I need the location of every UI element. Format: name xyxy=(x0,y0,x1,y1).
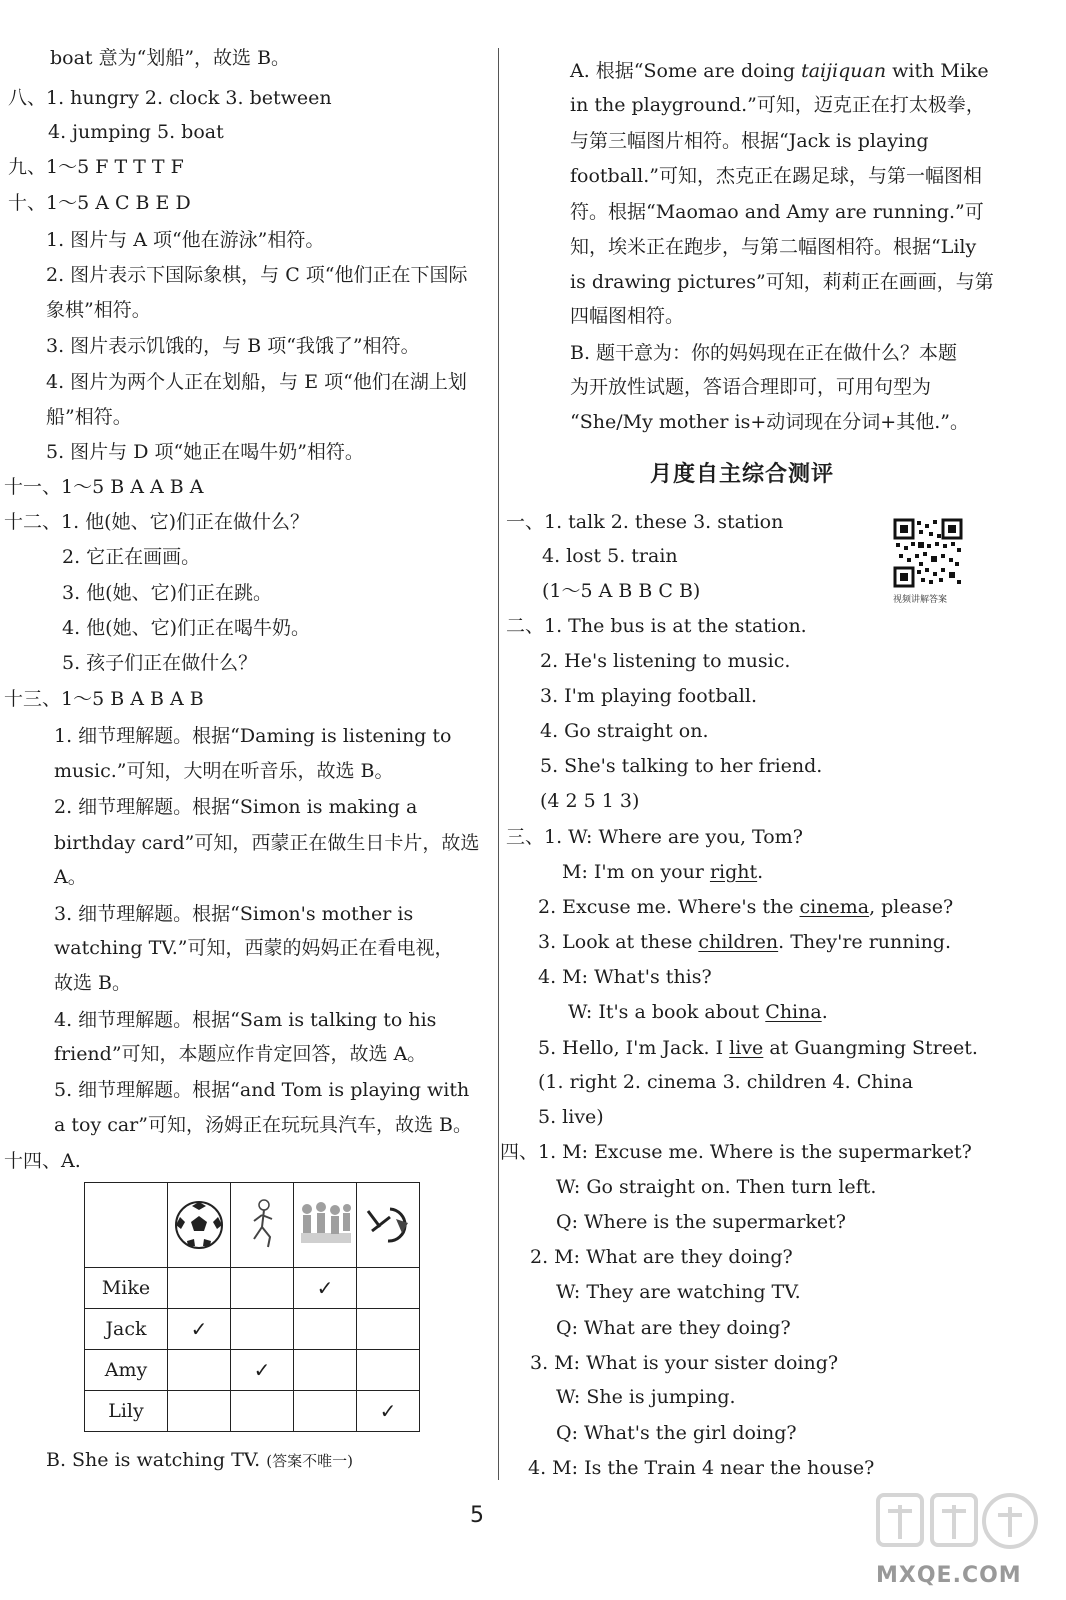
text-line: 十三、1～5 B A B A B xyxy=(4,688,204,710)
table-cell xyxy=(294,1309,357,1350)
text-line: (1～5 A B B C B) xyxy=(542,580,701,602)
check-mark: ✓ xyxy=(190,1317,208,1341)
table-row xyxy=(85,1350,420,1391)
text-part: . They're running. xyxy=(778,931,952,953)
check-mark: ✓ xyxy=(316,1276,334,1300)
text-line: 九、1～5 F T T T F xyxy=(8,156,184,178)
text-line: 2. M: What are they doing? xyxy=(530,1246,793,1268)
running-figure-icon xyxy=(242,1195,282,1255)
table-cell xyxy=(357,1350,420,1391)
table-corner-cell xyxy=(85,1183,168,1268)
underlined-answer: right xyxy=(709,861,758,883)
text-part: W: It's a book about xyxy=(568,1001,766,1023)
text-line xyxy=(538,1035,978,1061)
text-part: A. 根据“Some are doing xyxy=(570,60,802,82)
text-line: 故选 B。 xyxy=(54,972,132,994)
text-line xyxy=(570,58,989,84)
table-cell xyxy=(294,1350,357,1391)
answer-table xyxy=(84,1182,420,1432)
underlined-answer: children xyxy=(698,931,779,953)
text-line: watching TV.”可知，西蒙的妈妈正在看电视， xyxy=(54,937,454,959)
text-part: 2. Excuse me. Where's the xyxy=(538,896,800,918)
text-line: 3. 细节理解题。根据“Simon's mother is xyxy=(54,903,414,925)
text-line: 2. 它正在画画。 xyxy=(62,546,201,568)
row-name: Lily xyxy=(85,1391,168,1432)
text-line: 1. 图片与 A 项“他在游泳”相符。 xyxy=(46,229,325,251)
text-line: 4. 图片为两个人正在划船，与 E 项“他们在湖上划 xyxy=(46,371,467,393)
text-line: a toy car”可知，汤姆正在玩玩具汽车，故选 B。 xyxy=(54,1114,472,1136)
text-line: (4 2 5 1 3) xyxy=(540,790,640,812)
text-line: 二、1. The bus is at the station. xyxy=(506,615,807,637)
answer-note: (答案不唯一) xyxy=(266,1452,353,1470)
text-line: W: She is jumping. xyxy=(556,1386,736,1408)
text-line xyxy=(538,929,951,955)
text-line: 4. 细节理解题。根据“Sam is talking to his xyxy=(54,1009,437,1031)
table-cell xyxy=(357,1309,420,1350)
table-cell xyxy=(294,1391,357,1432)
text-line: 3. I'm playing football. xyxy=(540,685,757,707)
text-line: 知，埃米正在跑步，与第二幅图相符。根据“Lily xyxy=(570,236,977,258)
text-line xyxy=(562,859,763,885)
text-line: 4. M: What's this? xyxy=(538,966,712,988)
text-line: 4. jumping 5. boat xyxy=(48,121,224,143)
table-cell xyxy=(231,1309,294,1350)
text-line: 十、1～5 A C B E D xyxy=(8,192,191,214)
text-line: 5. 图片与 D 项“她正在喝牛奶”相符。 xyxy=(46,441,364,463)
table-cell xyxy=(231,1350,294,1391)
table-cell xyxy=(168,1391,231,1432)
row-name: Mike xyxy=(85,1268,168,1309)
table-header-row xyxy=(85,1183,420,1268)
taijiquan-picture xyxy=(294,1183,357,1268)
text-line: 十二、1. 他(她、它)们正在做什么？ xyxy=(4,511,309,533)
page-number: 5 xyxy=(470,1503,484,1528)
text-part: . xyxy=(821,1001,828,1023)
italic-term: taijiquan xyxy=(801,60,887,82)
table-row xyxy=(85,1391,420,1432)
column-divider xyxy=(498,48,499,1480)
text-part: at Guangming Street. xyxy=(763,1037,978,1059)
text-line: “She/My mother is+动词现在分词+其他.”。 xyxy=(570,411,969,433)
text-line: 2. 细节理解题。根据“Simon is making a xyxy=(54,796,418,818)
table-cell xyxy=(231,1268,294,1309)
text-line: 5. live) xyxy=(538,1106,604,1128)
football-picture xyxy=(168,1183,231,1268)
text-line: 2. He's listening to music. xyxy=(540,650,791,672)
text-part: , please? xyxy=(869,896,954,918)
text-line: Q: What are they doing? xyxy=(556,1317,791,1339)
table-cell xyxy=(168,1309,231,1350)
text-line xyxy=(568,999,828,1025)
text-line: 三、1. W: Where are you, Tom? xyxy=(506,826,803,848)
text-line: Q: Where is the supermarket? xyxy=(556,1211,846,1233)
qr-caption: 视频讲解答案 xyxy=(893,595,948,605)
text-line: 四幅图相符。 xyxy=(570,305,685,327)
text-line: friend”可知，本题应作肯定回答，故选 A。 xyxy=(54,1043,427,1065)
text-line: W: They are watching TV. xyxy=(556,1281,801,1303)
text-part: with Mike xyxy=(886,60,989,82)
text-line: 船”相符。 xyxy=(46,406,132,428)
text-part: M: I'm on your xyxy=(562,861,710,883)
text-line: 4. lost 5. train xyxy=(542,545,678,567)
text-line: 为开放性试题，答语合理即可，可用句型为 xyxy=(570,376,932,398)
text-line: 5. 细节理解题。根据“and Tom is playing with xyxy=(54,1079,470,1101)
text-part: . xyxy=(757,861,764,883)
text-line: boat 意为“划船”，故选 B。 xyxy=(50,47,291,69)
table-cell xyxy=(168,1268,231,1309)
table-cell xyxy=(357,1268,420,1309)
text-part: 3. Look at these xyxy=(538,931,699,953)
table-row xyxy=(85,1268,420,1309)
text-line: 3. 他(她、它)们正在跳。 xyxy=(62,582,272,604)
underlined-answer: cinema xyxy=(799,896,870,918)
row-name: Jack xyxy=(85,1309,168,1350)
table-cell xyxy=(231,1391,294,1432)
text-line: 3. 图片表示饥饿的，与 B 项“我饿了”相符。 xyxy=(46,335,420,357)
text-line: B. 题干意为：你的妈妈现在正在做什么？本题 xyxy=(570,342,958,364)
text-line xyxy=(46,1447,353,1474)
check-mark: ✓ xyxy=(379,1399,397,1423)
drawing-icon xyxy=(360,1197,416,1253)
text-line: 4. 他(她、它)们正在喝牛奶。 xyxy=(62,617,310,639)
text-line: 3. M: What is your sister doing? xyxy=(530,1352,839,1374)
table-cell xyxy=(357,1391,420,1432)
table-cell xyxy=(168,1350,231,1391)
text-line: in the playground.”可知，迈克正在打太极拳， xyxy=(570,94,985,116)
text-line: music.”可知，大明在听音乐，故选 B。 xyxy=(54,760,394,782)
text-line: 5. 孩子们正在做什么？ xyxy=(62,652,258,674)
row-name: Amy xyxy=(85,1350,168,1391)
text-line: 八、1. hungry 2. clock 3. between xyxy=(8,87,332,109)
text-line: birthday card”可知，西蒙正在做生日卡片，故选 xyxy=(54,832,480,854)
answer-text: B. She is watching TV. xyxy=(46,1449,261,1471)
table-row xyxy=(85,1309,420,1350)
table-cell xyxy=(294,1268,357,1309)
running-picture xyxy=(231,1183,294,1268)
text-part: 5. Hello, I'm Jack. I xyxy=(538,1037,730,1059)
text-line: 2. 图片表示下国际象棋，与 C 项“他们正在下国际 xyxy=(46,264,468,286)
text-line: 4. Go straight on. xyxy=(540,720,709,742)
text-line xyxy=(538,894,953,920)
text-line: 四、1. M: Excuse me. Where is the supermarket? xyxy=(500,1141,972,1163)
text-line: (1. right 2. cinema 3. children 4. China xyxy=(538,1071,914,1093)
text-line: 5. She's talking to her friend. xyxy=(540,755,823,777)
people-group-icon xyxy=(297,1197,353,1253)
text-line: 4. M: Is the Train 4 near the house? xyxy=(528,1457,875,1479)
drawing-picture xyxy=(357,1183,420,1268)
text-line: football.”可知，杰克正在踢足球，与第一幅图相 xyxy=(570,165,982,187)
text-line: W: Go straight on. Then turn left. xyxy=(556,1176,877,1198)
text-line: 一、1. talk 2. these 3. station xyxy=(506,511,784,533)
text-line: 十一、1～5 B A A B A xyxy=(4,476,204,498)
text-line: 与第三幅图片相符。根据“Jack is playing xyxy=(570,130,929,152)
football-icon xyxy=(173,1199,225,1251)
watermark-text: MXQE.COM xyxy=(876,1563,1022,1588)
text-line: A。 xyxy=(54,866,87,888)
text-line: Q: What's the girl doing? xyxy=(556,1422,797,1444)
text-line: 1. 细节理解题。根据“Daming is listening to xyxy=(54,725,452,747)
section-title: 月度自主综合测评 xyxy=(650,462,835,487)
text-line: 象棋”相符。 xyxy=(46,299,151,321)
check-mark: ✓ xyxy=(253,1358,271,1382)
qr-code-icon xyxy=(893,518,963,588)
text-line: is drawing pictures”可知，莉莉正在画画，与第 xyxy=(570,271,994,293)
underlined-answer: live xyxy=(729,1037,764,1059)
text-line: 十四、A. xyxy=(4,1150,81,1172)
underlined-answer: China xyxy=(765,1001,822,1023)
text-line: 符。根据“Maomao and Amy are running.”可 xyxy=(570,201,984,223)
